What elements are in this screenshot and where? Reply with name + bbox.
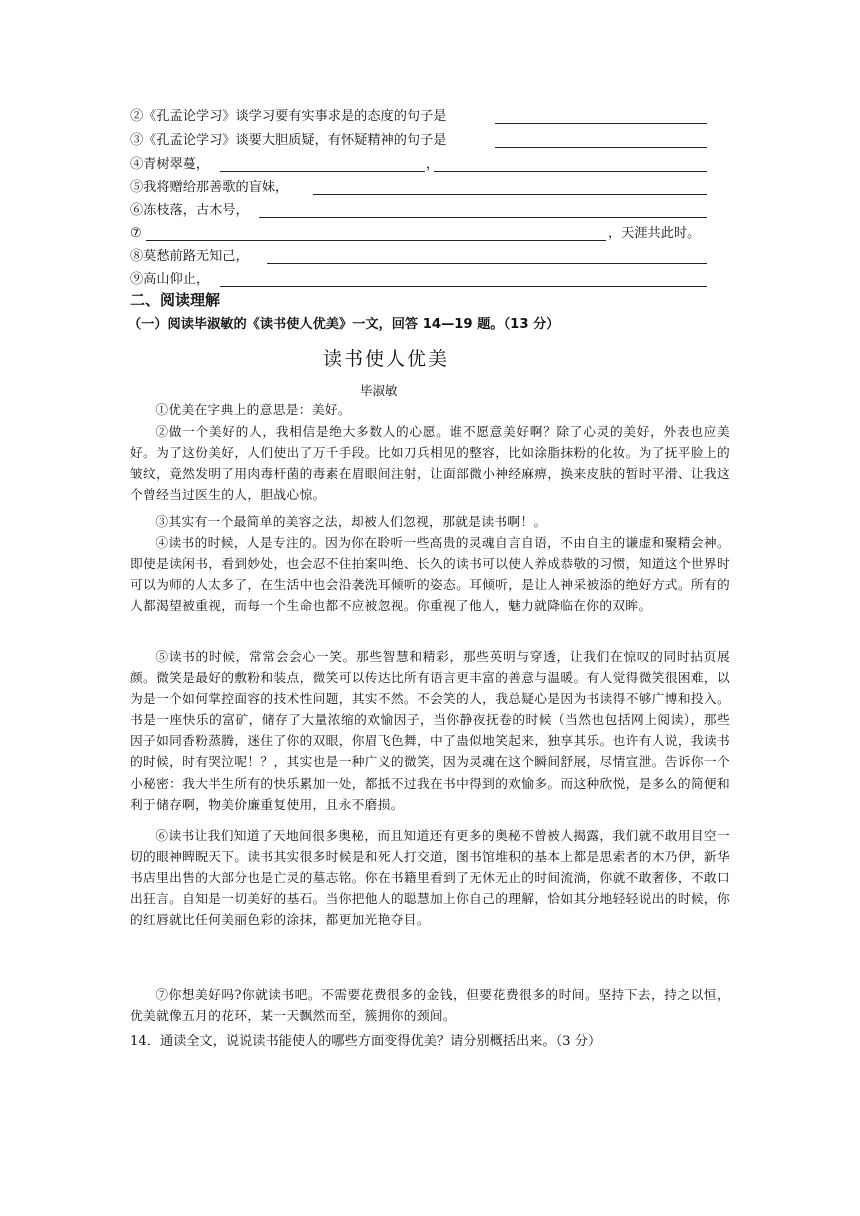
fill-in-separator: ，: [426, 157, 440, 172]
answer-blank-9[interactable]: [220, 286, 707, 287]
article-title: 读书使人优美: [323, 348, 450, 370]
answer-blank-4b[interactable]: [434, 171, 707, 172]
fill-in-item-2: ②《孔孟论学习》谈学习要有实事求是的态度的句子是: [130, 109, 447, 124]
answer-blank-5[interactable]: [313, 194, 707, 195]
fill-in-item-4: ④青树翠蔓，: [130, 157, 210, 172]
article-paragraph-5: ⑤读书的时候，常常会会心一笑。那些智慧和精彩，那些英明与穿透，让我们在惊叹的同时拈页展颜。微笑是最好的敷粉和装点，微笑可以传达比所有语言更丰富的善意与温暖。有人觉得微笑很困难，以为是一个如何掌控面容的技术性问题，其实不然。不会笑的人，我总疑心是因为书读得不够广博和投入。书是一座快乐的富矿，储存了大量浓缩的欢愉因子，当你静夜抚卷的时候（当然也包括网上阅读），那些因子如同香粉蒸腾，迷住了你的双眼，你眉飞色舞，中了蛊似地笑起来，独享其乐。也许有人说，我读书的时候，时有哭泣呢！？，其实也是一种广义的微笑，因为灵魂在这个瞬间舒展，尽情宣泄。告诉你一个小秘密：我大半生所有的快乐累加一处，都抵不过我在书中得到的欢愉多。而这种欣悦，是多么的简便和利于储存啊，物美价廉重复使用，且永不磨损。: [130, 649, 730, 812]
section-subheading: （一）阅读毕淑敏的《读书使人优美》一文，回答 14—19 题。（13 分）: [128, 317, 560, 332]
article-paragraph-3: ③其实有一个最简单的美容之法，却被人们忽视，那就是读书啊！。: [155, 514, 547, 529]
answer-area-14[interactable]: [130, 1055, 710, 1195]
fill-in-item-6: ⑥冻枝落，古木号，: [130, 203, 249, 218]
article-paragraph-4: ④读书的时候，人是专注的。因为你在聆听一些高贵的灵魂自言自语，不由自主的谦虚和聚精会神。即使是读闲书，看到妙处，也会忍不住拍案叫绝、长久的读书可以使人养成恭敬的习惯，知道这个世界时可以为师的人太多了，在生活中也会沿袭洗耳倾听的姿态。耳倾听，是让人神采被添的绝好方式。所有的人都渴望被重视，而每一个生命也都不应被忽视。你重视了他人，魅力就降临在你的双眸。: [130, 535, 730, 614]
article-paragraph-2: ②做一个美好的人，我相信是绝大多数人的心愿。谁不愿意美好啊？除了心灵的美好，外表也应美好。为了这份美好，人们使出了万千手段。比如刀兵相见的整容，比如涂脂抹粉的化妆。为了抚平脸上的皱纹，竟然发明了用肉毒杆菌的毒素在眉眼间注射，让面部微小神经麻痹，换来皮肤的暂时平滑、让我这个曾经当过医生的人，胆战心惊。: [130, 424, 730, 503]
fill-in-item-5: ⑤我将赠给那善歌的盲妹，: [130, 180, 289, 195]
fill-in-item-9: ⑨高山仰止，: [130, 272, 210, 287]
article-paragraph-7: ⑦你想美好吗?你就读书吧。不需要花费很多的金钱，但要花费很多的时间。坚持下去，持之以恒，优美就像五月的花环，某一天飘然而至，簇拥你的颈间。: [130, 987, 730, 1024]
article-author: 毕淑敏: [360, 383, 398, 398]
answer-blank-8[interactable]: [267, 263, 707, 264]
answer-blank-6[interactable]: [259, 217, 707, 218]
fill-in-item-7-end: ，天涯共此时。: [608, 226, 701, 241]
fill-in-item-7: ⑦: [130, 226, 142, 241]
answer-blank-2[interactable]: [495, 123, 707, 124]
fill-in-item-8: ⑧莫愁前路无知己，: [130, 249, 249, 264]
article-paragraph-6: ⑥读书让我们知道了天地间很多奥秘，而且知道还有更多的奥秘不曾被人揭露，我们就不敢用目空一切的眼神睥睨天下。读书其实很多时候是和死人打交道，图书馆堆积的基本上都是思索者的木乃伊，新华书店里出售的大部分也是亡灵的墓志铭。你在书籍里看到了无休无止的时间流淌，你就不敢奢侈，不敢口出狂言。自知是一切美好的基石。当你把他人的聪慧加上你自己的理解，恰如其分地轻轻说出的时候，你的红唇就比任何美丽色彩的涂抹，都更加光艳夺目。: [130, 828, 730, 928]
fill-in-item-3: ③《孔孟论学习》谈要大胆质疑，有怀疑精神的句子是: [130, 133, 447, 148]
section-heading: 二、阅读理解: [130, 291, 221, 309]
answer-blank-4a[interactable]: [220, 171, 425, 172]
article-paragraph-1: ①优美在字典上的意思是：美好。: [155, 402, 351, 417]
answer-blank-3[interactable]: [495, 147, 707, 148]
answer-blank-7[interactable]: [146, 240, 606, 241]
question-14: 14．通读全文，说说读书能使人的哪些方面变得优美？请分别概括出来。（3 分）: [130, 1034, 602, 1049]
